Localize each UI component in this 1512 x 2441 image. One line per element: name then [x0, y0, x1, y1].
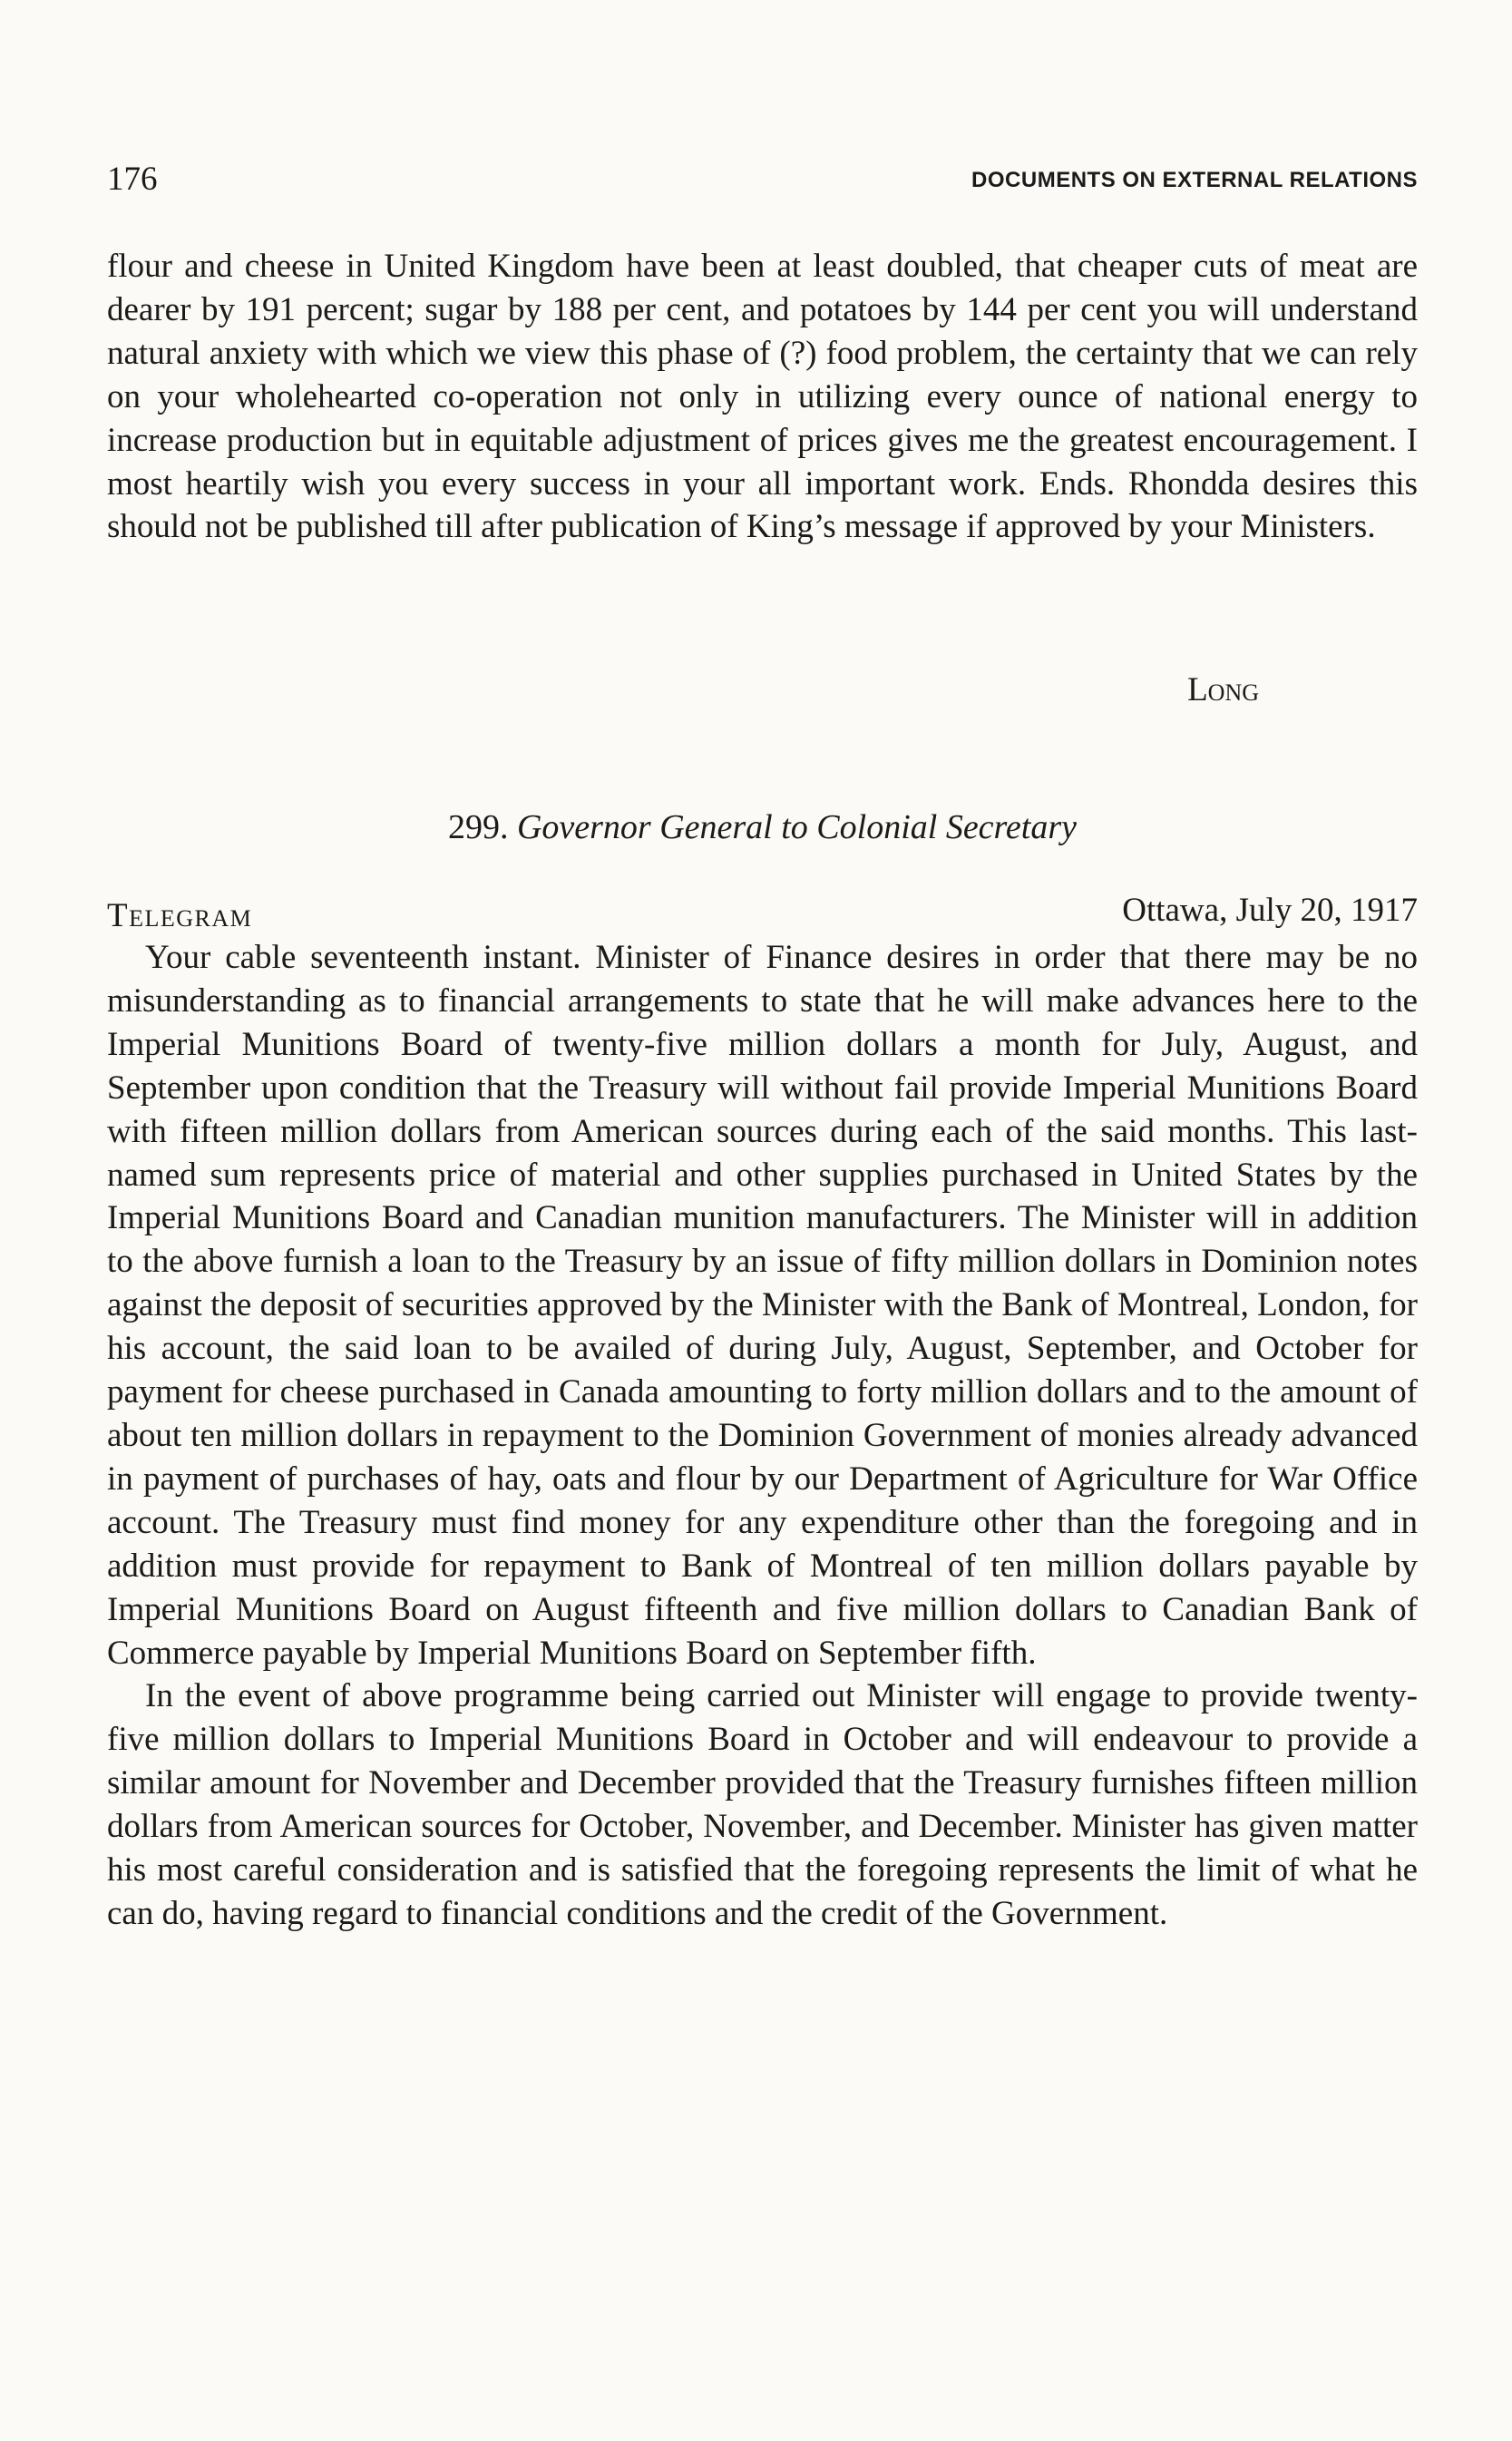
document-meta — [107, 889, 1418, 934]
document-number: 299. — [447, 808, 509, 846]
continued-paragraph: flour and cheese in United Kingdom have been at least doubled, that cheaper cuts of meat are dearer by 191 percent; sugar by 188 per cent, and potatoes by 144 per cent you will understand natural anxiety with which we view this phase of (?) food problem, the certainty that we can rely on your wholehearted co-operation not only in utilizing every ounce of national energy to increase production but in equitable adjustment of prices gives me the greatest encouragement. I most heartily wish you every success in your all important work. Ends. Rhondda desires this should not be published till after publication of King’s message if approved by your Ministers. — [107, 248, 1418, 546]
document-type: Telegram — [107, 897, 253, 934]
telegram-paragraph: Your cable seventeenth instant. Minister of Finance desires in order that there may be no misunderstanding as to financial arrangements to state that he will make advances here to the Imperial Munitions Board of twenty-five million dollars a month for July, August, and September upon condition that the Treasury will without fail provide Imperial Munitions Board with fifteen million dollars from American sources during each of the said months. This last-named sum represents price of material and other supplies purchased in United States by the Imperial Munitions Board and Canadian munition manufacturers. The Minister will in addition to the above furnish a loan to the Treasury by an issue of fifty million dollars in Dominion notes against the deposit of securities approved by the Minister with the Bank of Montreal, London, for his account, the said loan to be availed of during July, August, September, and October for payment for cheese purchased in Canada amounting to forty million dollars and to the amount of about ten million dollars in repayment to the Dominion Government of monies already advanced in payment of purchases of hay, oats and flour by our Department of Agriculture for War Office account. The Treasury must find money for any expenditure other than the foregoing and in addition must provide for repayment to Bank of Montreal of ten million dollars payable by Imperial Munitions Board on August fifteenth and five million dollars to Canadian Bank of Commerce payable by Imperial Munitions Board on September fifth. — [107, 939, 1418, 1672]
running-head — [107, 158, 1418, 205]
page-number: 176 — [107, 161, 158, 198]
document-dateline: Ottawa, July 20, 1917 — [1122, 892, 1418, 929]
document-heading — [107, 805, 1418, 850]
signature: Long — [1187, 671, 1259, 708]
running-title: DOCUMENTS ON EXTERNAL RELATIONS — [971, 168, 1418, 192]
telegram-paragraph: In the event of above programme being carried out Minister will engage to provide twenty-five million dollars to Imperial Munitions Board in October and will endeavour to provide a similar amount for November and December provided that the Treasury furnishes fifteen million dollars from American sources for October, November, and December. Minister has given matter his most careful consideration and is satisfied that the foregoing represents the limit of what he can do, having regard to financial conditions and the credit of the Government. — [107, 1677, 1418, 1932]
document-title: Governor General to Colonial Secretary — [516, 808, 1078, 846]
telegram-body — [107, 936, 1418, 1936]
